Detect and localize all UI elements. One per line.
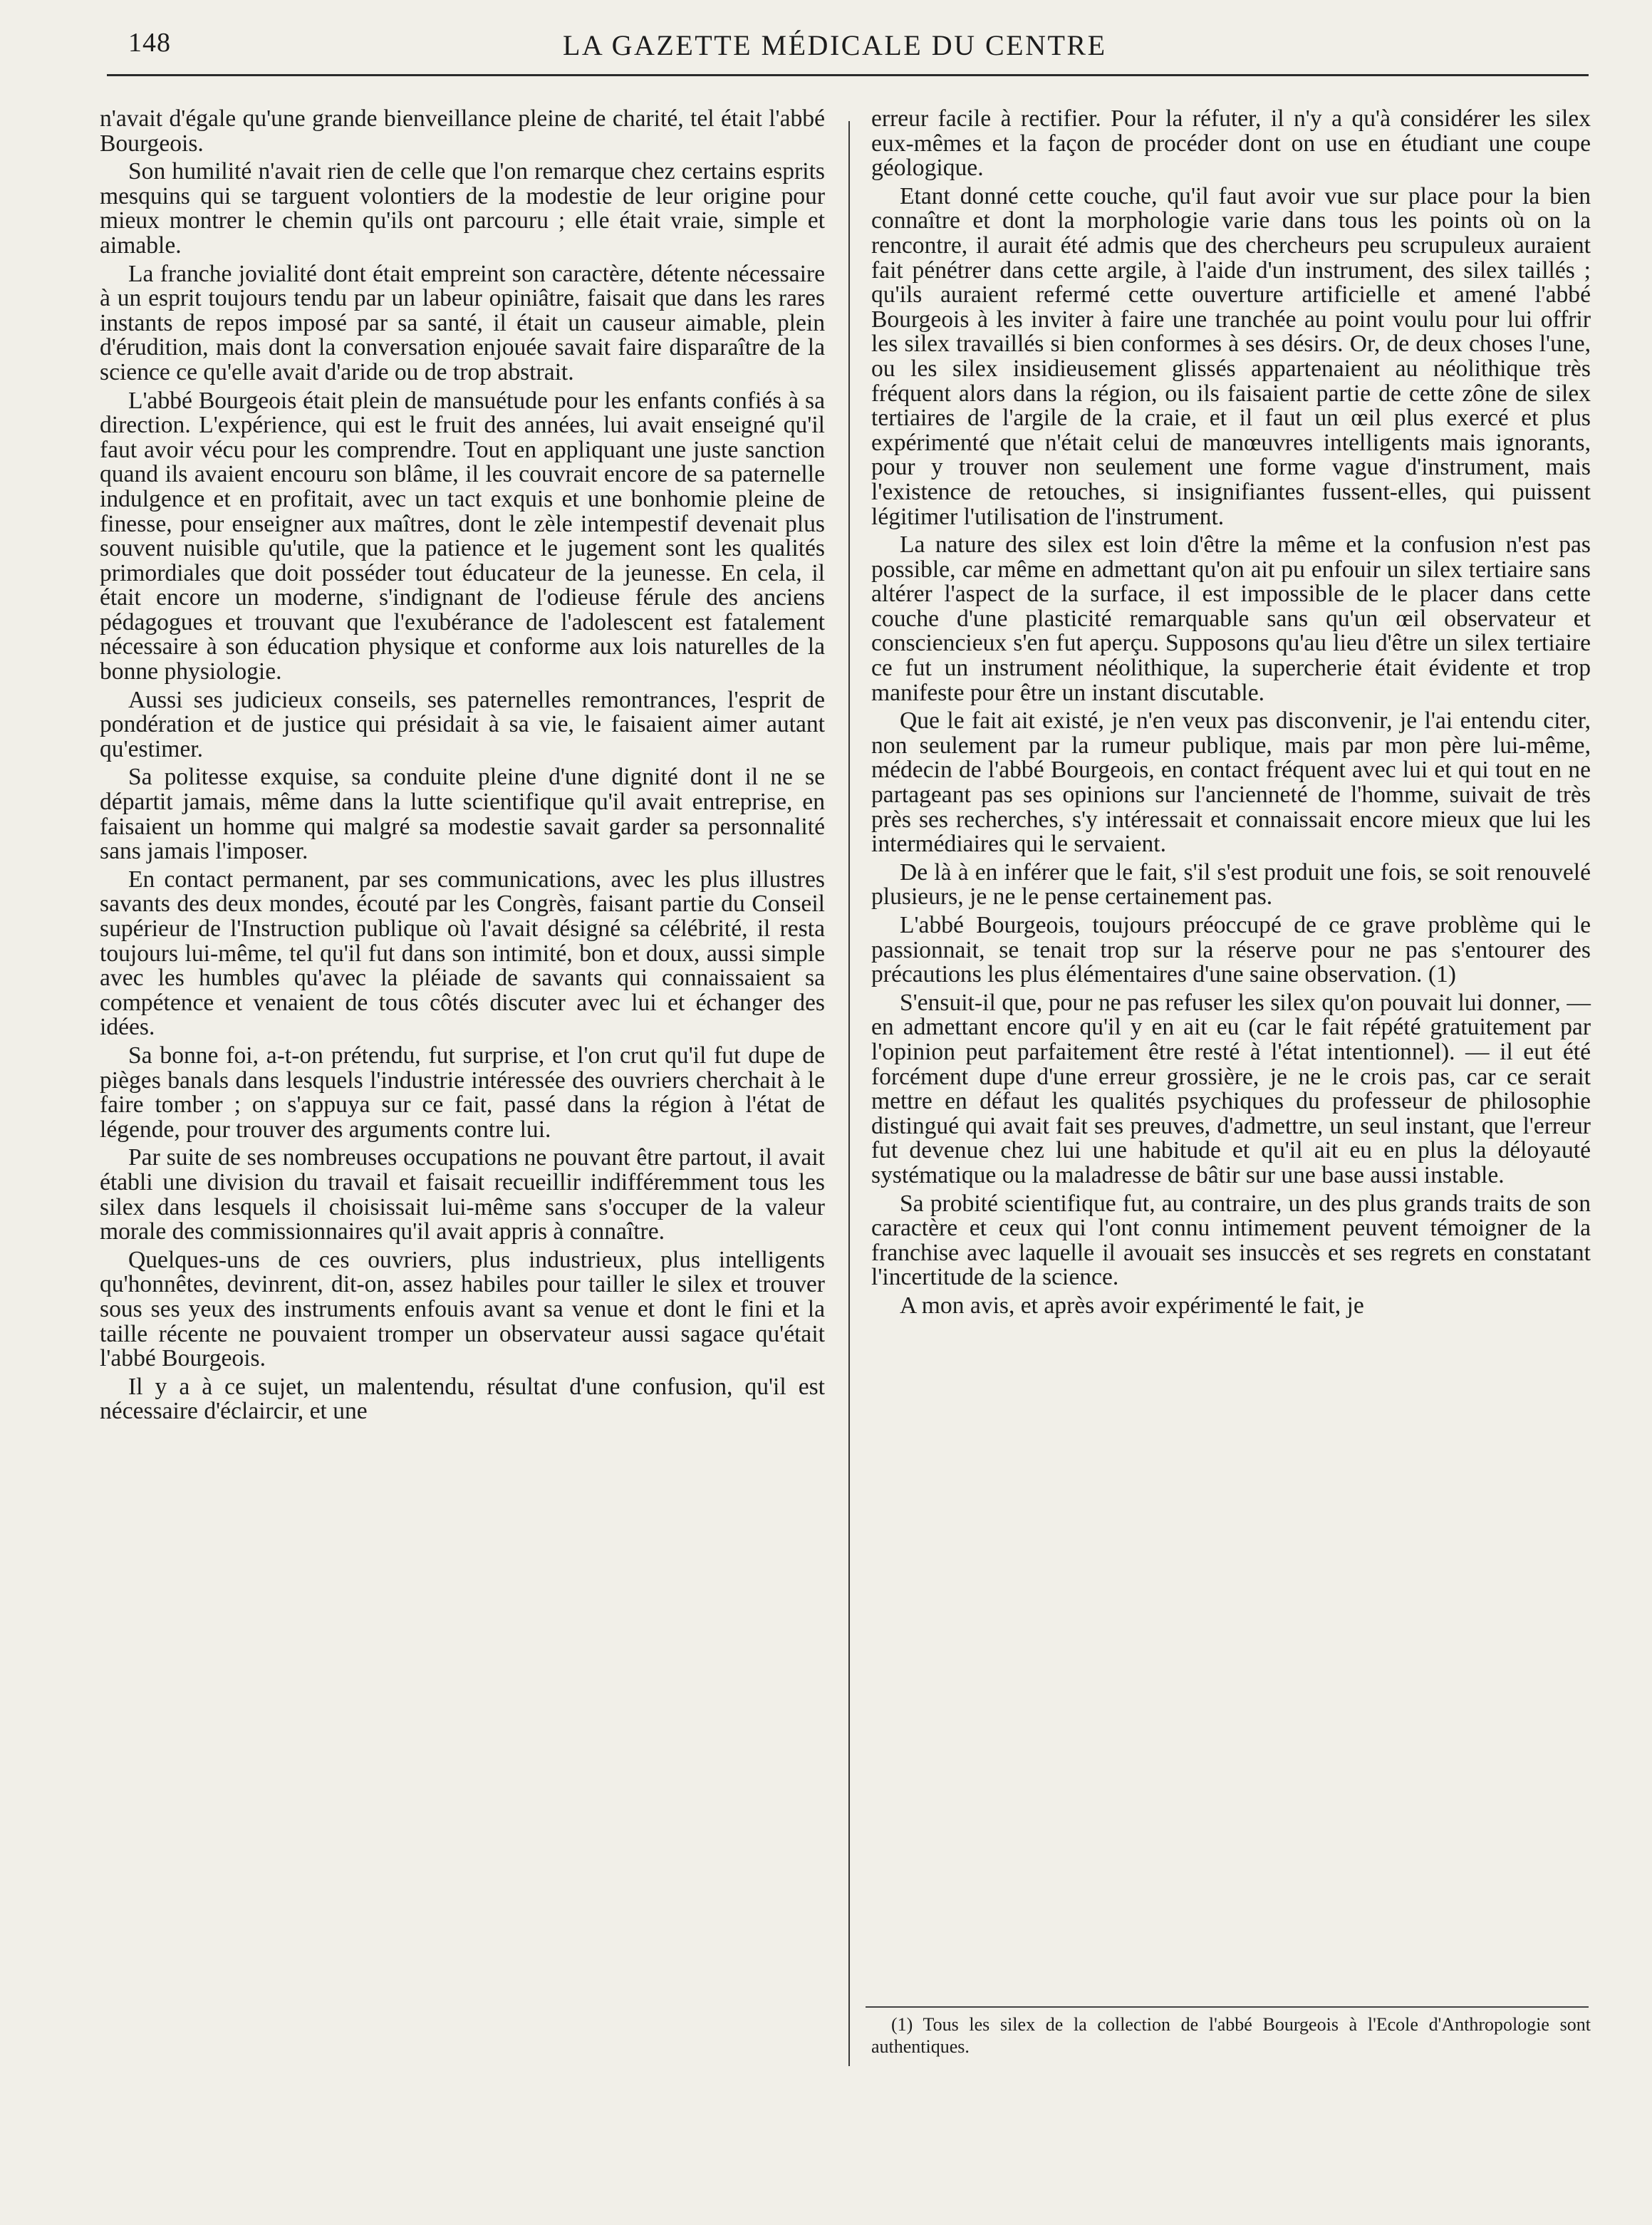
paragraph: n'avait d'égale qu'une grande bienveillance pleine de charité, tel était l'abbé Bourgeois.: [100, 105, 825, 157]
paragraph: Sa politesse exquise, sa conduite pleine d'une dignité dont il ne se départit jamais, même dans la lutte scientifique qu'il avait entreprise, en faisaient un homme qui malgré sa modestie savait garder sa personnalité sans jamais l'imposer.: [100, 764, 825, 865]
paragraph: erreur facile à rectifier. Pour la réfuter, il n'y a qu'à considérer les silex eux-mêmes et la façon de procéder dont on use en étudiant une coupe géologique.: [871, 105, 1591, 182]
paragraph: En contact permanent, par ses communications, avec les plus illustres savants des deux mondes, écouté par les Congrès, faisant partie du Conseil supérieur de l'Instruction publique où l'avait désigné sa célébrité, il resta toujours lui-même, tel qu'il fut dans son intimité, bon et doux, aussi simple avec les humbles qu'avec la pléiade de savants qui connaissaient sa compétence et venaient de tous côtés discuter avec lui et échanger des idées.: [100, 866, 825, 1041]
paragraph: La nature des silex est loin d'être la même et la confusion n'est pas possible, car même en admettant qu'on ait pu enfouir un silex tertiaire sans altérer l'aspect de la surface, il est impossible de le placer dans cette couche d'une plasticité remarquable sans qu'un œil observateur et consciencieux s'en fut aperçu. Supposons qu'au lieu d'être un silex tertiaire ce fut un instrument néolithique, la supercherie était évidente et trop manifeste pour être un instant discutable.: [871, 531, 1591, 706]
paragraph: Quelques-uns de ces ouvriers, plus industrieux, plus intelligents qu'honnêtes, devinrent, dit-on, assez habiles pour tailler le silex et trouver sous ses yeux des instruments enfouis avant sa venue et dont le fini et la taille récente ne pouvaient tromper un observateur aussi sagace qu'était l'abbé Bourgeois.: [100, 1246, 825, 1372]
page-header: [107, 27, 1589, 77]
paragraph: La franche jovialité dont était empreint son caractère, détente nécessaire à un esprit toujours tendu par un labeur opiniâtre, faisait que dans les rares instants de repos imposé par sa santé, il était un causeur aimable, plein d'érudition, mais dont la conversation enjouée savait faire disparaître de la science ce qu'elle avait d'aride ou de trop abstrait.: [100, 260, 825, 385]
paragraph: Etant donné cette couche, qu'il faut avoir vue sur place pour la bien connaître et dont la morphologie varie dans tous les points où on la rencontre, il aurait été admis que des chercheurs peu scrupuleux auraient fait pénétrer dans cette argile, à l'aide d'un instrument, des silex taillés ; qu'ils auraient refermé cette ouverture artificielle et amené l'abbé Bourgeois à les inviter à faire une tranchée au point voulu pour lui offrir les silex travaillés si bien conformes à ses désirs. Or, de deux choses l'une, ou les silex insidieusement glissés appartenaient au néolithique très fréquent alors dans la région, ou ils faisaient partie de cette zône de silex tertiaires de l'argile de la craie, et il faut un œil plus exercé et plus expérimenté que n'était celui de manœuvres intelligents mais ignorants, pour y trouver non seulement une forme vague d'instrument, mais l'existence de retouches, si insignifiantes fussent-elles, qui puissent légitimer l'utilisation de l'instrument.: [871, 182, 1591, 530]
paragraph: Son humilité n'avait rien de celle que l'on remarque chez certains esprits mesquins qui se targuent volontiers de la modestie de leur origine pour mieux montrer le chemin qu'ils ont parcouru ; elle était vraie, simple et aimable.: [100, 158, 825, 259]
page-number: 148: [128, 28, 171, 58]
paragraph: L'abbé Bourgeois, toujours préoccupé de ce grave problème qui le passionnait, se tenait trop sur la réserve pour ne pas s'entourer des précautions les plus élémentaires d'une saine observation. (1): [871, 912, 1591, 988]
paragraph: Sa bonne foi, a-t-on prétendu, fut surprise, et l'on crut qu'il fut dupe de pièges banals dans lesquels l'industrie intéressée des ouvriers cherchait à le faire tomber ; on s'appuya sur ce fait, passé dans la région à l'état de légende, pour trouver des arguments contre lui.: [100, 1042, 825, 1143]
paragraph: A mon avis, et après avoir expérimenté le fait, je: [900, 1292, 1364, 1319]
paragraph: Il y a à ce sujet, un malentendu, résultat d'une confusion, qu'il est nécessaire d'éclaircir, et une: [100, 1373, 825, 1425]
paragraph: Sa probité scientifique fut, au contraire, un des plus grands traits de son caractère et ceux qui l'ont connu intimement peuvent témoigner de la franchise avec laquelle il avouait ses insuccès et ses regrets en constatant l'incertitude de la science.: [871, 1190, 1591, 1291]
paragraph: L'abbé Bourgeois était plein de mansuétude pour les enfants confiés à sa direction. L'expérience, qui est le fruit des années, lui avait enseigné qu'il faut avoir vécu pour les comprendre. Tout en appliquant une juste sanction quand ils avaient encouru son blâme, il les couvrait encore de sa paternelle indulgence et en profitait, avec un tact exquis et une bonhomie pleine de finesse, pour enseigner aux maîtres, dont le zèle intempestif devenait plus souvent nuisible qu'utile, que la patience et le jugement sont les qualités primordiales que doit posséder tout éducateur de la jeunesse. En cela, il était encore un moderne, s'indignant de l'odieuse férule des anciens pédagogues et trouvant que l'exubérance de l'adolescent est fatalement nécessaire à son éducation physique et conforme aux lois naturelles de la bonne physiologie.: [100, 387, 825, 685]
running-title: LA GAZETTE MÉDICALE DU CENTRE: [563, 29, 1107, 61]
paragraph: Par suite de ses nombreuses occupations ne pouvant être partout, il avait établi une division du travail et faisait recueillir indifféremment tous les silex dans lesquels il choisissait lui-même sans s'occuper de la valeur morale des commissionnaires qu'il avait appris à connaître.: [100, 1144, 825, 1245]
right-column: [871, 107, 1591, 1322]
footnote-rule: [866, 2006, 1589, 2008]
paragraph: Que le fait ait existé, je n'en veux pas disconvenir, je l'ai entendu citer, non seulement par la rumeur publique, mais par mon père lui-même, médecin de l'abbé Bourgeois, en contact fréquent avec lui et qui tout en ne partageant pas ses opinions sur l'ancienneté de l'homme, suivait de très près ses recherches, s'y intéressait et connaissait encore mieux que lui les intermédiaires qui le servaient.: [871, 707, 1591, 858]
header-rule: [107, 74, 1589, 76]
footnote: (1) Tous les silex de la collection de l'abbé Bourgeois à l'Ecole d'Anthropologie sont authentiques.: [871, 2014, 1591, 2057]
column-divider: [848, 121, 850, 2066]
left-column: [100, 107, 825, 1428]
paragraph: Aussi ses judicieux conseils, ses paternelles remontrances, l'esprit de pondération et de justice qui présidait à sa vie, le faisaient aimer autant qu'estimer.: [100, 686, 825, 762]
paragraph: S'ensuit-il que, pour ne pas refuser les silex qu'on pouvait lui donner, — en admettant encore qu'il y en ait eu (car le fait répété gratuitement par l'opinion peut parfaitement être resté à l'état intentionnel). — il eut été forcément dupe d'une erreur grossière, je ne le crois pas, car ce serait mettre en défaut les qualités psychiques du professeur de philosophie distingué qui avait fait ses preuves, d'admettre, un seul instant, que l'erreur fut devenue chez lui une habitude et qu'il ait eu en plus la déloyauté systématique ou la maladresse de bâtir sur une base aussi instable.: [871, 989, 1591, 1188]
paragraph: De là à en inférer que le fait, s'il s'est produit une fois, se soit renouvelé plusieurs, je ne le pense certainement pas.: [871, 859, 1591, 911]
